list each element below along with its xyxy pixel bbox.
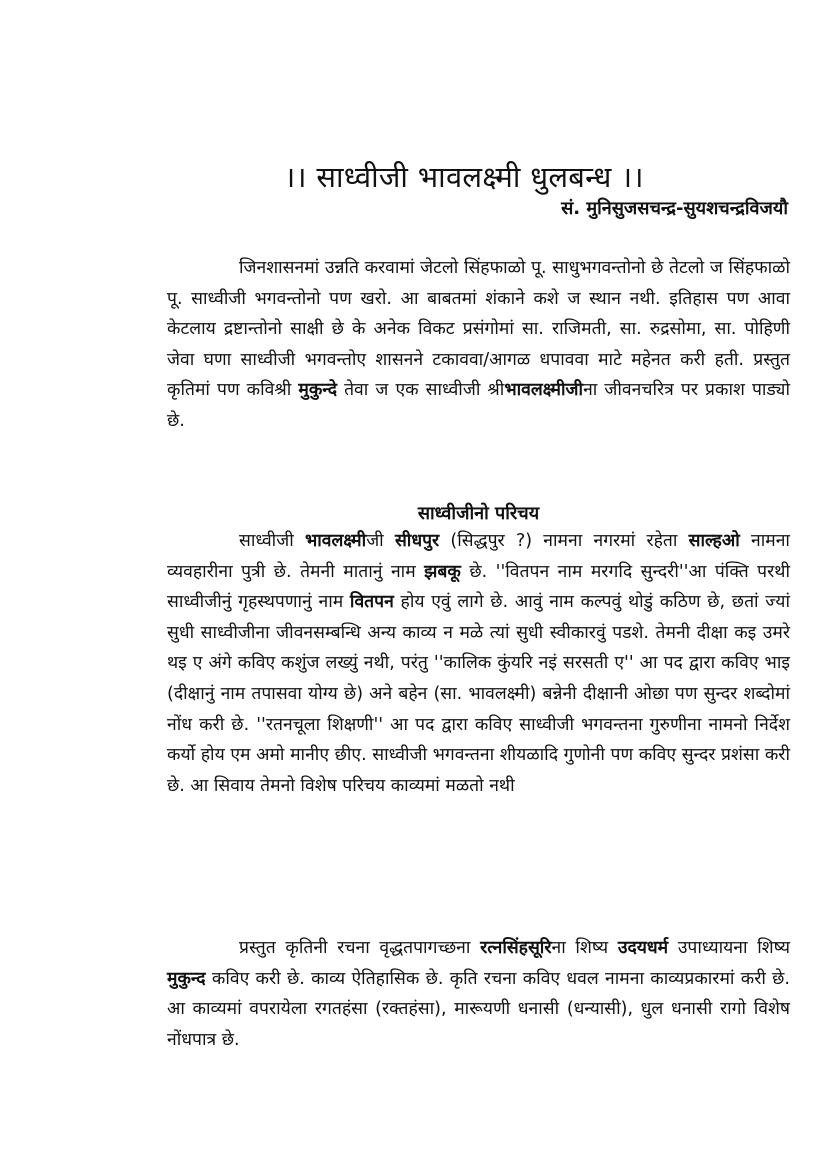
text-segment: उपाध्यायना शिष्य: [668, 938, 791, 958]
bold-name-jhabaku: झबकू: [424, 561, 461, 582]
text-segment: (सिद्धपुर ?) नामना नगरमां रहेता: [439, 531, 689, 551]
text-segment: प्रस्तुत कृतिनी रचना वृद्धतपागच्छना: [239, 938, 481, 958]
text-segment: छे. ''वितपन नाम मरगदि सुन्दरी''आ पंक्ति परथी साध्वीजीनुं गृहस्थपणानुं नाम: [167, 561, 790, 613]
text-segment: कविए करी छे. काव्य ऐतिहासिक छे. कृति रचना कविए धवल नामना काव्यप्रकारमां करी छे. आ काव्यमां वपरायेला रगतहंसा (रक्तहंसा), मारूयणी धनासी (धन्यासी), धुल धनासी रागो विशेष नोंधपात्र छे.: [167, 968, 790, 1050]
bold-name-salhao: साल्हओ: [688, 531, 740, 551]
intro-paragraph: [167, 253, 790, 437]
bold-name-bhavlakshmi: भावलक्ष्मी: [304, 531, 367, 551]
paragraph-text: [167, 253, 790, 437]
section-heading: साध्वीजीनो परिचय: [417, 502, 540, 524]
bold-place-sidhpur: सीधपुर: [394, 531, 440, 551]
text-segment: ना जीवनचरित्र पर प्रकाश पाड्यो छे.: [167, 380, 790, 431]
bold-name-vitapan: वितपन: [349, 592, 394, 613]
text-segment: जिनशासनमां उन्नति करवामां जेटलो सिंहफाळो पू. साधुभगवन्तोनो छे तेटलो ज सिंहफाळो पू. साध्वीजी भगवन्तोनो पण खरो. आ बाबतमां शंकाने कशे ज स्थान नथी. इतिहास पण आवा केटलाय द्रष्टान्तोनो साक्षी छे के अनेक विकट प्रसंगोमां सा. राजिमती, सा. रुद्रसोमा, सा. पोहिणी जेवा घणा साध्वीजी भगवन्तोए शासनने टकाववा/आगळ धपाववा माटे महेनत करी हती. प्रस्तुत कृतिमां पण कविश्री: [167, 258, 790, 401]
text-segment: जी: [366, 531, 395, 551]
text-segment: होय एवुं लागे छे. आवुं नाम कल्पवुं थोडुं कठिण छे, छतां ज्यां सुधी साध्वीजीना जीवनसम्बन्धि अन्य काव्य न मळे त्यां सुधी स्वीकारवुं पडशे. तेमनी दीक्षा कइ उमरे थइ ए अंगे कविए कशुंज लख्युं नथी, परंतु ''कालिक कुंयरि नइं सरसती ए'' आ पद द्वारा कविए भाइ (दीक्षानुं नाम तपासवा योग्य छे) अने बहेन (सा. भावलक्ष्मी) बन्नेनी दीक्षानी ओछा पण सुन्दर शब्दोमां नोंध करी छे. ''रतनचूला शिक्षणी'' आ पद द्वारा कविए साध्वीजी भगवन्तना गुरुणीना नामनो निर्देश कर्यो होय एम अमो मानीए छीए. साध्वीजी भगवन्तना शीयळादि गुणोनी पण कविए सुन्दर प्रशंसा करी छे. आ सिवाय तेमनो विशेष परिचय काव्यमां मळतो नथी: [167, 592, 790, 796]
bold-name-ratnasinhsuri: रत्नसिंहसूरि: [480, 938, 552, 958]
text-segment: तेवा ज एक साध्वीजी श्री: [337, 380, 505, 401]
bold-name-udaydharma: उदयधर्म: [617, 938, 669, 958]
paragraph-text: [167, 933, 790, 1055]
text-segment: ना शिष्य: [551, 938, 618, 958]
composition-paragraph: [167, 933, 790, 1055]
introduction-paragraph: [167, 526, 790, 801]
editors-credit: सं. मुनिसुजसचन्द्र-सुयशचन्द्रविजयौ: [561, 198, 788, 219]
text-segment: साध्वीजी: [239, 531, 305, 551]
document-title: ।। साध्वीजी भावलक्ष्मी धुलबन्ध ।।: [284, 160, 644, 195]
paragraph-text: [167, 526, 790, 801]
bold-name-bhavlakshmiji: भावलक्ष्मीजी: [504, 380, 584, 401]
bold-name-mukunde: मुकुन्दे: [298, 380, 337, 401]
bold-name-mukund: मुकुन्द: [167, 968, 206, 989]
text-segment: नामना व्यवहारीना पुत्री छे. तेमनी मातानुं नाम: [167, 531, 790, 582]
